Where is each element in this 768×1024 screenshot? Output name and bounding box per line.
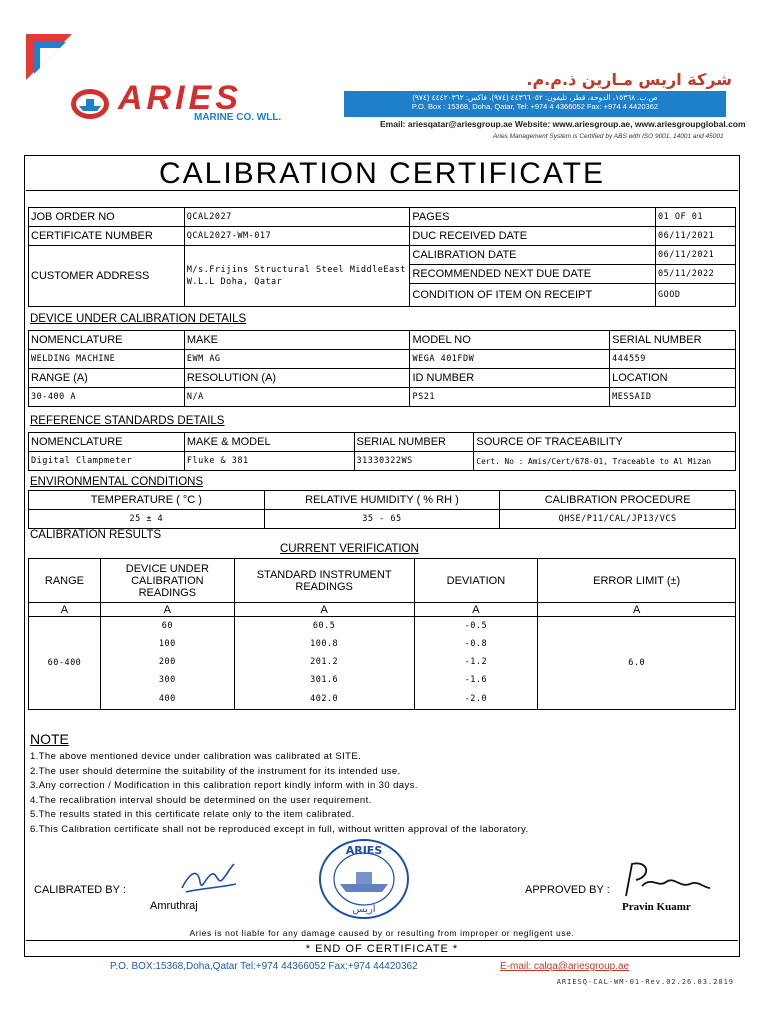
customer-address-label: CUSTOMER ADDRESS	[29, 246, 185, 307]
results-error-limit-value: 6.0	[538, 617, 736, 710]
approved-by-label: APPROVED BY :	[525, 884, 610, 896]
iso-statement: Aries Management System is Certified by ABS with ISO 9001, 14001 and 45001	[493, 133, 724, 140]
table-row-std: 402.0	[234, 689, 414, 710]
device-model-value: WEGA 401FDW	[410, 350, 610, 369]
humidity-value: 35 - 65	[264, 510, 500, 529]
note-item: 4.The recalibration interval should be determined on the user requirement.	[30, 794, 372, 806]
reference-section-title: REFERENCE STANDARDS DETAILS	[30, 415, 225, 427]
humidity-label: RELATIVE HUMIDITY ( % RH )	[264, 491, 500, 510]
ref-make-model-label: MAKE & MODEL	[184, 433, 354, 452]
results-header-error-limit: ERROR LIMIT (±)	[538, 559, 736, 603]
approved-by-name: Pravin Kuamr	[622, 901, 691, 913]
results-unit-error-limit: A	[538, 603, 736, 617]
results-table	[28, 558, 736, 710]
footer-address: P.O. BOX:15368,Doha,Qatar Tel:+974 44366052 Fax:+974 44420362	[110, 961, 418, 972]
ref-nomenclature-value: Digital Clampmeter	[29, 452, 185, 471]
company-subname: MARINE CO. WLL.	[194, 112, 282, 123]
results-header-duc: DEVICE UNDER CALIBRATION READINGS	[100, 559, 234, 603]
corner-arrow-logo	[26, 34, 72, 80]
device-model-label: MODEL NO	[410, 331, 610, 350]
table-row-std: 60.5	[234, 617, 414, 636]
table-row-duc: 400	[100, 689, 234, 710]
ref-make-model-value: Fluke & 381	[184, 452, 354, 471]
device-nomenclature-label: NOMENCLATURE	[29, 331, 185, 350]
reference-standards-table	[28, 432, 736, 471]
ref-serial-label: SERIAL NUMBER	[354, 433, 474, 452]
results-unit-duc: A	[100, 603, 234, 617]
results-header-std: STANDARD INSTRUMENT READINGS	[234, 559, 414, 603]
arabic-address: ص.ب. ١٥٣٦٨، الدوحة، قطر، تليفون: ٤٤٣٦٦٠٥٢ (٩٧٤)، فاكس: ٤٤٤٢٠٣٦٢ (٩٧٤)	[412, 93, 658, 102]
device-serial-value: 444559	[610, 350, 736, 369]
notes-list	[30, 750, 730, 837]
results-subtitle: CURRENT VERIFICATION	[280, 543, 419, 555]
notes-title: NOTE	[30, 731, 69, 747]
ref-traceability-value: Cert. No : Amis/Cert/678-01, Traceable to Al Mizan	[474, 452, 736, 471]
table-row-deviation: -0.8	[414, 635, 538, 653]
arabic-company-name: شركة اريس مـارين ذ.م.م.	[526, 70, 732, 89]
aries-stamp	[318, 838, 410, 920]
table-row-std: 201.2	[234, 653, 414, 671]
next-due-label: RECOMMENDED NEXT DUE DATE	[410, 265, 656, 284]
customer-address-value: M/s.Frijins Structural Steel MiddleEast W.L.L Doha, Qatar	[184, 246, 410, 307]
table-row-deviation: -2.0	[414, 689, 538, 710]
note-item: 2.The user should determine the suitability of the instrument for its intended use.	[30, 765, 401, 777]
device-details-table	[28, 330, 736, 407]
device-location-value: MESSAID	[610, 388, 736, 407]
certificate-number-value: QCAL2027-WM-017	[184, 227, 410, 246]
results-range-value: 60-400	[29, 617, 101, 710]
device-resolution-label: RESOLUTION (A)	[184, 369, 410, 388]
device-location-label: LOCATION	[610, 369, 736, 388]
table-row-deviation: -0.5	[414, 617, 538, 636]
results-section-title: CALIBRATION RESULTS	[30, 529, 162, 541]
next-due-value: 05/11/2022	[656, 265, 736, 284]
stamp-text-top: ARIES	[345, 844, 383, 857]
duc-received-value: 06/11/2021	[656, 227, 736, 246]
table-row-duc: 60	[100, 617, 234, 636]
company-name: ARIES	[118, 79, 242, 117]
ref-serial-value: 31330322WS	[354, 452, 474, 471]
device-nomenclature-value: WELDING MACHINE	[29, 350, 185, 369]
english-address: P.O. Box : 15368, Doha, Qatar, Tel: +974 4 4366052 Fax: +974 4 4420362	[411, 102, 659, 111]
device-range-value: 30-400 A	[29, 388, 185, 407]
stamp-text-bottom: اريس	[352, 904, 376, 915]
device-section-title: DEVICE UNDER CALIBRATION DETAILS	[30, 313, 247, 325]
note-item: 6.This Calibration certificate shall not be reproduced except in full, without written approval of the laboratory.	[30, 823, 529, 835]
address-band	[344, 91, 726, 117]
device-serial-label: SERIAL NUMBER	[610, 331, 736, 350]
temperature-label: TEMPERATURE ( °C )	[29, 491, 265, 510]
table-row-duc: 300	[100, 671, 234, 689]
results-header-deviation: DEVIATION	[414, 559, 538, 603]
table-row-duc: 200	[100, 653, 234, 671]
note-item: 5.The results stated in this certificate relate only to the item calibrated.	[30, 809, 355, 820]
results-unit-range: A	[29, 603, 101, 617]
results-unit-deviation: A	[414, 603, 538, 617]
disclaimer: Aries is not liable for any damage caused by or resulting from improper or negligent use.	[189, 928, 575, 938]
end-of-certificate: * END OF CERTIFICATE *	[26, 940, 738, 957]
environment-section-title: ENVIRONMENTAL CONDITIONS	[30, 476, 204, 488]
calibrated-by-name: Amruthraj	[150, 900, 198, 912]
device-id-label: ID NUMBER	[410, 369, 610, 388]
footer-email[interactable]: E-mail: calqa@ariesgroup.ae	[500, 961, 630, 972]
temperature-value: 25 ± 4	[29, 510, 265, 529]
table-row-std: 100.8	[234, 635, 414, 653]
calibrated-by-label: CALIBRATED BY :	[34, 884, 126, 896]
ref-traceability-label: SOURCE OF TRACEABILITY	[474, 433, 736, 452]
note-item: 3.Any correction / Modification in this calibration report kindly inform with in 30 days.	[30, 780, 418, 791]
device-make-label: MAKE	[184, 331, 410, 350]
duc-received-label: DUC RECEIVED DATE	[410, 227, 656, 246]
environment-table	[28, 490, 736, 529]
aries-logo	[70, 80, 320, 130]
ref-nomenclature-label: NOMENCLATURE	[29, 433, 185, 452]
condition-label: CONDITION OF ITEM ON RECEIPT	[410, 284, 656, 307]
job-order-label: JOB ORDER NO	[29, 208, 185, 227]
pages-label: PAGES	[410, 208, 656, 227]
approved-by-signature	[618, 858, 714, 902]
device-make-value: EWM AG	[184, 350, 410, 369]
ship-emblem-icon	[70, 84, 110, 124]
calibration-date-value: 06/11/2021	[656, 246, 736, 265]
procedure-value: QHSE/P11/CAL/JP13/VCS	[500, 510, 736, 529]
document-reference: ARIESQ-CAL-WM-01-Rev.02.26.03.2019	[556, 978, 734, 986]
calibrated-by-signature	[178, 858, 240, 900]
job-details-table	[28, 207, 736, 307]
note-item: 1.The above mentioned device under calibration was calibrated at SITE.	[30, 751, 362, 762]
pages-value: 01 OF 01	[656, 208, 736, 227]
device-range-label: RANGE (A)	[29, 369, 185, 388]
certificate-title: CALIBRATION CERTIFICATE	[26, 156, 738, 191]
table-row-std: 301.6	[234, 671, 414, 689]
calibration-date-label: CALIBRATION DATE	[410, 246, 656, 265]
job-order-value: QCAL2027	[184, 208, 410, 227]
device-id-value: PS21	[410, 388, 610, 407]
results-header-range: RANGE	[29, 559, 101, 603]
table-row-duc: 100	[100, 635, 234, 653]
procedure-label: CALIBRATION PROCEDURE	[500, 491, 736, 510]
results-unit-std: A	[234, 603, 414, 617]
device-resolution-value: N/A	[184, 388, 410, 407]
table-row-deviation: -1.2	[414, 653, 538, 671]
certificate-number-label: CERTIFICATE NUMBER	[29, 227, 185, 246]
table-row-deviation: -1.6	[414, 671, 538, 689]
header-email-website: Email: ariesqatar@ariesgroup.ae Website: www.ariesgroup.ae, www.ariesgroupglobal.com	[380, 119, 746, 129]
condition-value: GOOD	[656, 284, 736, 307]
